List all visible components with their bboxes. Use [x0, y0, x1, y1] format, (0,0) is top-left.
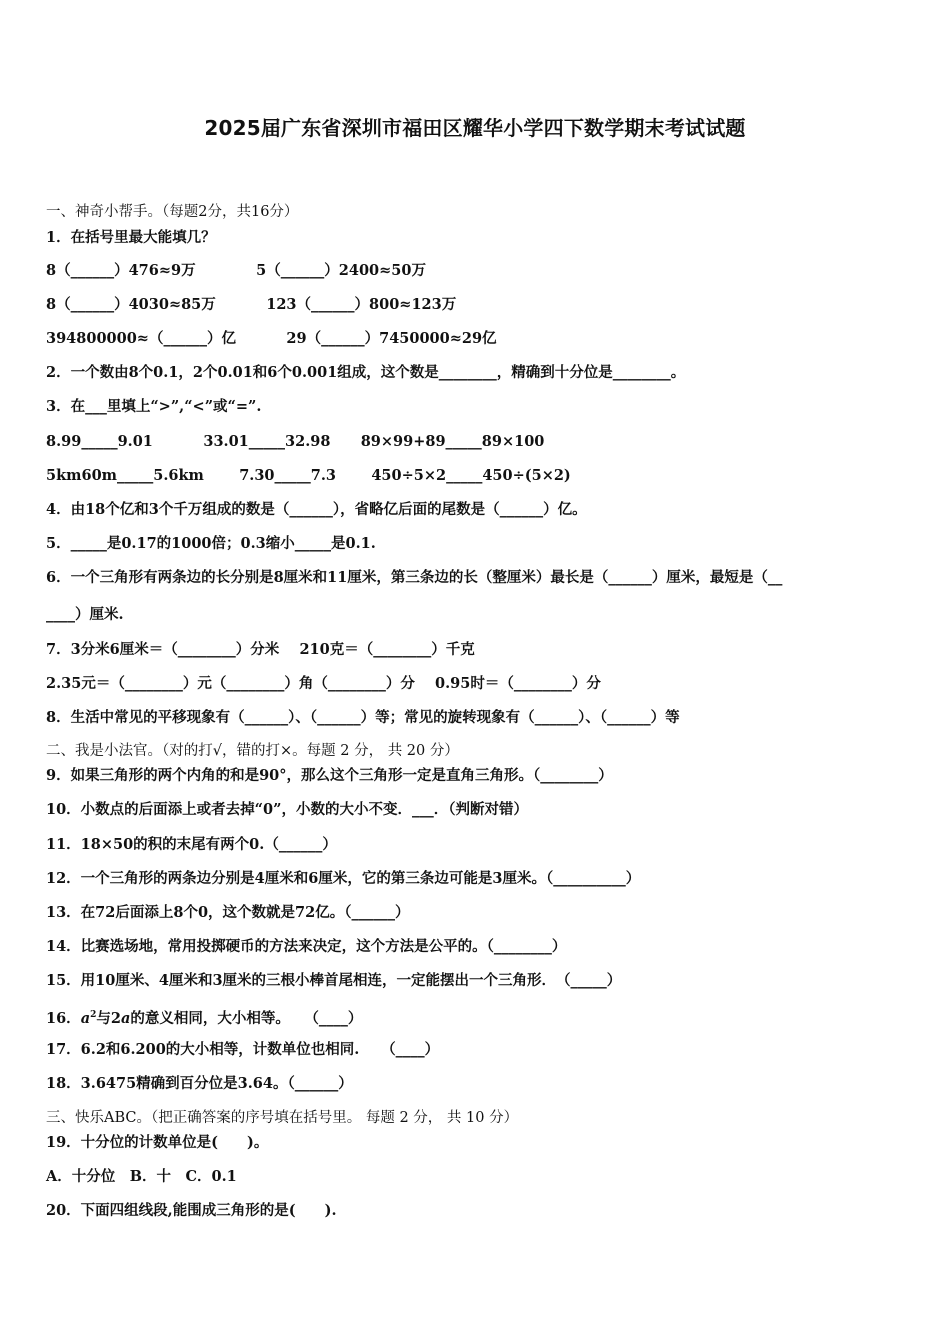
question-16-var-a: a	[80, 1010, 91, 1027]
question-19-options: A．十分位 B．十 C．0.1	[46, 1168, 237, 1185]
question-16	[46, 1006, 362, 1028]
question-3-row-2: 5km60m_____5.6km 7.30_____7.3 450÷5×2_____450÷(5×2)	[46, 467, 571, 484]
question-7-row-2: 2.35元＝（________）元（________）角（________）分 0.95时＝（________）分	[46, 675, 601, 692]
question-3-row-1: 8.99_____9.01 33.01_____32.98 89×99+89_____89×100	[46, 433, 545, 450]
question-16-var-a-2: a	[120, 1010, 131, 1027]
page-title: 2025届广东省深圳市福田区耀华小学四下数学期末考试试题	[204, 116, 746, 140]
question-7: 7．3分米6厘米＝（________）分米 210克＝（________）千克	[46, 641, 475, 658]
question-5: 5．_____是0.17的1000倍；0.3缩小_____是0.1.	[46, 535, 376, 552]
section-3-heading: 三、快乐ABC。（把正确答案的序号填在括号里。 每题 2 分， 共 10 分）	[46, 1110, 519, 1126]
question-14: 14．比赛选场地，常用投掷硬币的方法来决定，这个方法是公平的。（________）	[46, 938, 567, 955]
question-10: 10．小数点的后面添上或者去掉“0”，小数的大小不变．___．（判断对错）	[46, 801, 528, 818]
question-1-row-2: 8（______）4030≈85万 123（______）800≈123万	[46, 296, 457, 313]
question-6: 6．一个三角形有两条边的长分别是8厘米和11厘米，第三条边的长（整厘米）最长是（______）厘米，最短是（__	[46, 569, 783, 586]
question-2: 2．一个数由8个0.1，2个0.01和6个0.001组成，这个数是________，精确到十分位是________。	[46, 364, 686, 381]
question-16-number: 16．	[46, 1010, 81, 1027]
question-18: 18．3.6475精确到百分位是3.64。（______）	[46, 1075, 353, 1092]
question-13: 13．在72后面添上8个0，这个数就是72亿。（______）	[46, 904, 410, 921]
question-6-continued: ____）厘米.	[46, 606, 124, 623]
question-11: 11．18×50的积的末尾有两个0.（______）	[46, 836, 337, 853]
question-16-coefficient: 2	[110, 1010, 121, 1027]
section-1-heading: 一、神奇小帮手。（每题2分，共16分）	[46, 204, 299, 220]
question-15: 15．用10厘米、4厘米和3厘米的三根小棒首尾相连，一定能摆出一个三角形． （_____）	[46, 972, 622, 989]
question-1-row-1: 8（______）476≈9万 5（______）2400≈50万	[46, 262, 426, 279]
question-20: 20．下面四组线段,能围成三角形的是( ).	[46, 1202, 337, 1219]
question-19: 19．十分位的计数单位是( )。	[46, 1134, 269, 1151]
question-8: 8．生活中常见的平移现象有（______）、（______）等；常见的旋转现象有（______）、（______）等	[46, 709, 680, 726]
question-17: 17．6.2和6.200的大小相等，计数单位也相同. （____）	[46, 1041, 440, 1058]
question-4: 4．由18个亿和3个千万组成的数是（______），省略亿后面的尾数是（______）亿。	[46, 501, 587, 518]
question-1: 1．在括号里最大能填几？	[46, 229, 216, 246]
question-1-row-3: 394800000≈（______）亿 29（______）7450000≈29亿	[46, 330, 497, 347]
question-16-connector: 与	[96, 1010, 111, 1027]
question-16-exponent: 2	[90, 1010, 97, 1020]
question-9: 9．如果三角形的两个内角的和是90°，那么这个三角形一定是直角三角形。（________）	[46, 767, 613, 784]
question-3: 3．在___里填上“>”,“<”或“=”.	[46, 398, 262, 415]
section-2-heading: 二、我是小法官。（对的打√，错的打×。每题 2 分， 共 20 分）	[46, 743, 459, 759]
question-16-text: 的意义相同，大小相等。 （____）	[130, 1010, 363, 1027]
question-12: 12．一个三角形的两条边分别是4厘米和6厘米，它的第三条边可能是3厘米。（__________）	[46, 870, 641, 887]
